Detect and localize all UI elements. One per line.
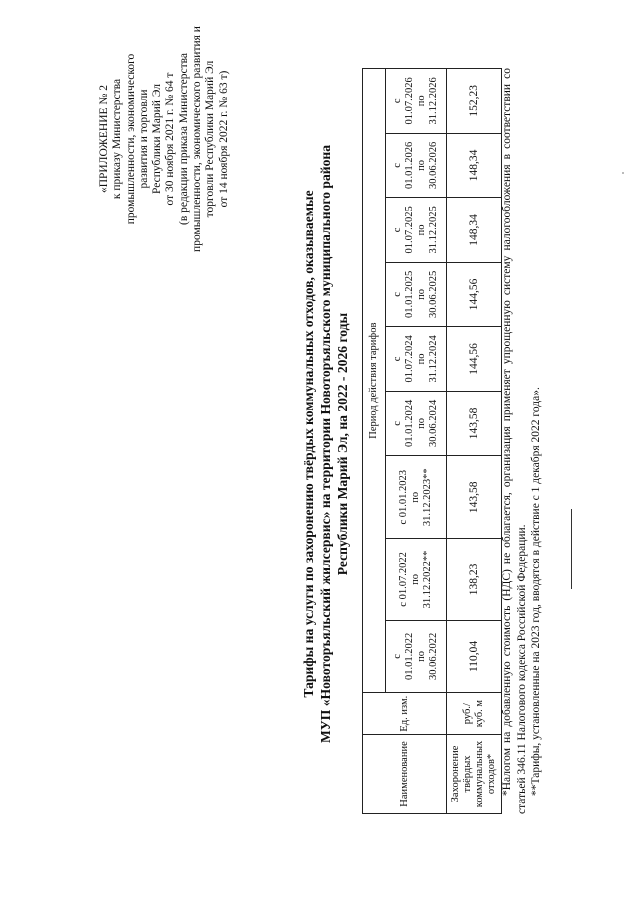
table-row: [447, 69, 502, 814]
period-cell: с 01.07.2026 по 31.12.2026: [386, 69, 447, 134]
title-line-2: МУП «Новоторъяльский жилсервис» на территории Новоторъяльского муниципального района: [318, 144, 333, 744]
header-period: Период действия тарифов: [363, 69, 386, 693]
footnotes: [500, 68, 544, 814]
period-cell: с 01.07.2022 по 31.12.2022**: [386, 539, 447, 620]
appendix-header: [98, 24, 231, 254]
footnote-2023: **Тарифы, установленные на 2023 год, вводятся в действие с 1 декабря 2022 года».: [530, 387, 542, 796]
document-title: [300, 74, 351, 814]
tariff-table: [362, 68, 502, 814]
divider-line: [571, 509, 572, 589]
period-cell: с 01.01.2022 по 30.06.2022: [386, 620, 447, 693]
header-unit: Ед. изм.: [363, 693, 447, 735]
footnote-vat: *Налогом на добавленную стоимость (НДС) не облагается, организация применяет упрощенную систему налогообложения в соответствии со статьей 346.11 Налогового кодекса Российской Федерации.: [501, 68, 528, 814]
appendix-line: промышленности, экономического: [124, 53, 137, 225]
scan-speck: [622, 172, 624, 174]
appendix-line: развития и торговли: [137, 89, 150, 189]
appendix-line: от 14 ноября 2022 г. № 63 т): [217, 70, 230, 208]
tariff-value: 148,34: [447, 133, 502, 198]
row-unit: руб./ куб. м: [447, 693, 502, 735]
title-line-3: Республики Марий Эл, на 2022 - 2026 годы: [335, 312, 350, 576]
appendix-line: к приказу Министерства: [111, 78, 124, 200]
period-cell: с 01.07.2024 по 31.12.2024: [386, 327, 447, 392]
appendix-line: от 30 ноября 2021 г. № 64 т: [164, 72, 177, 206]
tariff-value: 138,23: [447, 539, 502, 620]
header-name: Наименование: [363, 734, 447, 813]
tariff-value: 144,56: [447, 262, 502, 327]
tariff-value: 152,23: [447, 69, 502, 134]
title-line-1: Тарифы на услуги по захоронению твёрдых коммунальных отходов, оказываемые: [301, 190, 316, 698]
appendix-line: (в редакции приказа Министерства: [177, 53, 190, 226]
appendix-line: Республики Марий Эл: [151, 84, 164, 195]
row-name: Захоронение твёрдых коммунальных отходов*: [447, 734, 502, 813]
period-cell: с 01.01.2024 по 30.06.2024: [386, 391, 447, 456]
tariff-value: 148,34: [447, 198, 502, 263]
appendix-line: торговли Республики Марий Эл: [204, 60, 217, 218]
tariff-value: 143,58: [447, 391, 502, 456]
period-cell: с 01.07.2025 по 31.12.2025: [386, 198, 447, 263]
appendix-line: промышленности, экономического развития и: [191, 26, 204, 252]
appendix-line: «ПРИЛОЖЕНИЕ № 2: [98, 85, 110, 194]
period-cell: с 01.01.2023 по 31.12.2023**: [386, 456, 447, 539]
tariff-value: 110,04: [447, 620, 502, 693]
period-cell: с 01.01.2026 по 30.06.2026: [386, 133, 447, 198]
tariff-value: 144,56: [447, 327, 502, 392]
table-header-row: [363, 69, 386, 814]
period-cell: с 01.01.2025 по 30.06.2025: [386, 262, 447, 327]
tariff-value: 143,58: [447, 456, 502, 539]
